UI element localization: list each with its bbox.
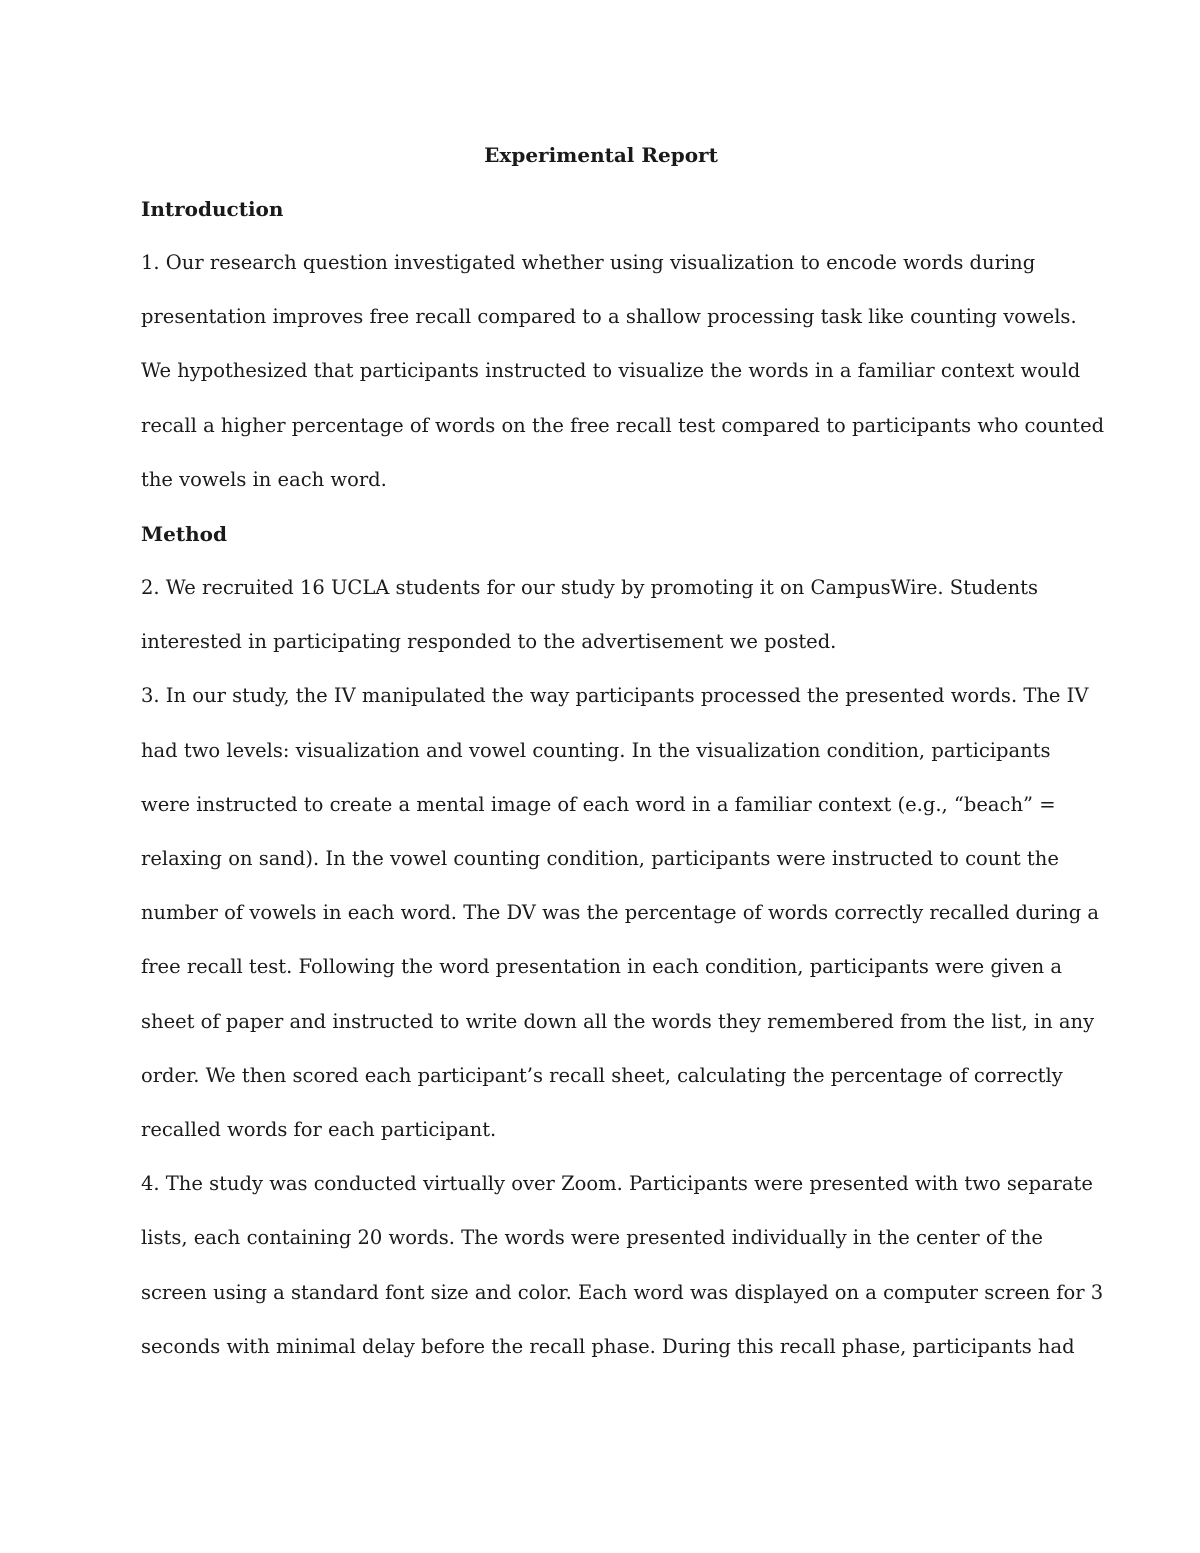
text-line: relaxing on sand). In the vowel counting condition, participants were instructed to count the <box>141 847 1059 871</box>
text-line: 3. In our study, the IV manipulated the way participants processed the presented words. The IV <box>141 684 1089 708</box>
text-line: order. We then scored each participant’s recall sheet, calculating the percentage of correctly <box>141 1063 1063 1087</box>
text-line: seconds with minimal delay before the recall phase. During this recall phase, participants had <box>141 1334 1075 1358</box>
text-line: 1. Our research question investigated whether using visualization to encode words during <box>141 251 1036 274</box>
section-heading-method: Method <box>141 522 227 547</box>
text-line: recalled words for each participant. <box>141 1118 497 1142</box>
text-line: sheet of paper and instructed to write down all the words they remembered from the list, in any <box>141 1009 1095 1033</box>
text-line: 2. We recruited 16 UCLA students for our study by promoting it on CampusWire. Students <box>141 576 1038 600</box>
text-line: free recall test. Following the word presentation in each condition, participants were given a <box>141 955 1063 979</box>
paragraph-1 <box>141 236 1105 507</box>
paragraph-2 <box>141 561 1061 669</box>
text-line: interested in participating responded to the advertisement we posted. <box>141 630 837 654</box>
text-line: presentation improves free recall compared to a shallow processing task like counting vowels. <box>141 305 1077 329</box>
text-line: had two levels: visualization and vowel counting. In the visualization condition, participants <box>141 738 1051 762</box>
text-line: the vowels in each word. <box>141 467 387 491</box>
text-line: We hypothesized that participants instructed to visualize the words in a familiar context would <box>141 359 1081 383</box>
text-line: screen using a standard font size and color. Each word was displayed on a computer screen for 3 <box>141 1280 1104 1304</box>
text-line: 4. The study was conducted virtually over Zoom. Participants were presented with two separate <box>141 1172 1093 1196</box>
text-line: recall a higher percentage of words on the free recall test compared to participants who counted <box>141 413 1105 437</box>
paragraph-4 <box>141 1157 1104 1374</box>
document-body <box>141 128 1105 1374</box>
text-line: lists, each containing 20 words. The words were presented individually in the center of the <box>141 1226 1043 1250</box>
text-line: number of vowels in each word. The DV was the percentage of words correctly recalled during a <box>141 901 1100 925</box>
section-heading-introduction: Introduction <box>141 197 284 221</box>
document-title: Experimental Report <box>484 143 718 167</box>
text-line: were instructed to create a mental image of each word in a familiar context (e.g., “beach” = <box>141 792 1056 816</box>
paragraph-3 <box>141 669 1100 1157</box>
